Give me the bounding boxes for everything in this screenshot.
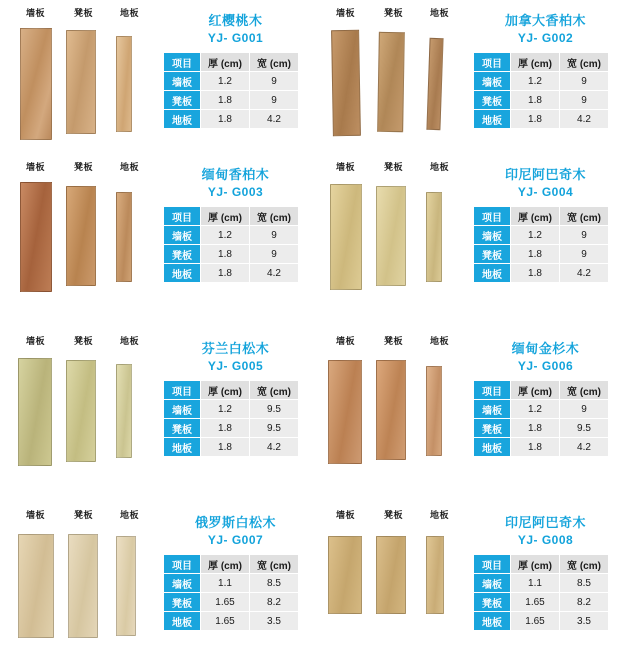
row-width: 3.5 bbox=[250, 612, 299, 631]
row-thickness: 1.65 bbox=[201, 593, 250, 612]
spec-table bbox=[473, 380, 609, 457]
row-thickness: 1.8 bbox=[511, 245, 560, 264]
table-row bbox=[164, 438, 299, 457]
row-thickness: 1.65 bbox=[511, 593, 560, 612]
row-thickness: 1.8 bbox=[201, 438, 250, 457]
plank-label-floor: 地板 bbox=[430, 8, 450, 18]
plank-label-bench: 凳板 bbox=[74, 336, 94, 346]
plank-label-floor: 地板 bbox=[430, 162, 450, 172]
plank-photos bbox=[318, 24, 470, 144]
plank-labels bbox=[318, 508, 468, 524]
header-item: 项目 bbox=[164, 381, 201, 400]
row-width: 9.5 bbox=[250, 419, 299, 438]
row-label: 地板 bbox=[474, 264, 511, 283]
plank-image-wall bbox=[18, 534, 54, 638]
table-row bbox=[474, 264, 609, 283]
plank-image-floor bbox=[116, 536, 136, 636]
table-header-row bbox=[474, 381, 609, 400]
product-card bbox=[318, 508, 618, 658]
row-width: 4.2 bbox=[250, 110, 299, 129]
table-row bbox=[164, 110, 299, 129]
product-card bbox=[318, 334, 618, 484]
header-width: 宽 (cm) bbox=[560, 53, 609, 72]
table-row bbox=[164, 245, 299, 264]
plank-image-wall bbox=[331, 30, 361, 136]
plank-image-floor bbox=[426, 38, 443, 130]
table-row bbox=[164, 91, 299, 110]
header-width: 宽 (cm) bbox=[560, 555, 609, 574]
plank-label-floor: 地板 bbox=[430, 336, 450, 346]
table-row bbox=[474, 419, 609, 438]
product-card bbox=[318, 6, 618, 156]
row-width: 9 bbox=[250, 72, 299, 91]
plank-image-wall bbox=[18, 358, 52, 466]
plank-label-wall: 墙板 bbox=[26, 336, 46, 346]
plank-labels bbox=[8, 160, 158, 176]
table-row bbox=[474, 110, 609, 129]
plank-label-bench: 凳板 bbox=[74, 510, 94, 520]
row-label: 墙板 bbox=[474, 72, 511, 91]
plank-label-wall: 墙板 bbox=[26, 8, 46, 18]
row-width: 9 bbox=[560, 400, 609, 419]
row-label: 墙板 bbox=[474, 400, 511, 419]
row-width: 9 bbox=[250, 245, 299, 264]
header-thickness: 厚 (cm) bbox=[201, 207, 250, 226]
table-row bbox=[474, 593, 609, 612]
table-row bbox=[164, 612, 299, 631]
product-name: 缅甸金杉木 bbox=[511, 341, 580, 356]
row-thickness: 1.65 bbox=[201, 612, 250, 631]
row-width: 9 bbox=[250, 91, 299, 110]
spec-table bbox=[163, 206, 299, 283]
row-width: 8.2 bbox=[560, 593, 609, 612]
row-label: 凳板 bbox=[164, 91, 201, 110]
row-thickness: 1.65 bbox=[511, 612, 560, 631]
row-thickness: 1.2 bbox=[511, 72, 560, 91]
table-header-row bbox=[474, 53, 609, 72]
row-width: 8.5 bbox=[560, 574, 609, 593]
row-thickness: 1.2 bbox=[511, 400, 560, 419]
table-header-row bbox=[474, 207, 609, 226]
row-width: 9 bbox=[560, 91, 609, 110]
row-label: 凳板 bbox=[164, 419, 201, 438]
row-width: 9.5 bbox=[250, 400, 299, 419]
plank-image-floor bbox=[116, 192, 132, 282]
spec-table bbox=[163, 380, 299, 457]
plank-photos bbox=[8, 526, 160, 646]
plank-photos bbox=[8, 352, 160, 472]
plank-image-bench bbox=[66, 30, 96, 134]
header-item: 项目 bbox=[474, 207, 511, 226]
product-title bbox=[163, 166, 308, 201]
product-code: YJ- G004 bbox=[517, 185, 574, 199]
plank-photos bbox=[8, 24, 160, 144]
spec-table bbox=[163, 52, 299, 129]
plank-image-bench bbox=[66, 360, 96, 462]
plank-image-bench bbox=[376, 360, 406, 460]
plank-label-wall: 墙板 bbox=[336, 510, 356, 520]
row-label: 地板 bbox=[474, 438, 511, 457]
product-title bbox=[163, 12, 308, 47]
row-width: 3.5 bbox=[560, 612, 609, 631]
table-row bbox=[474, 612, 609, 631]
product-card bbox=[318, 160, 618, 310]
table-row bbox=[164, 593, 299, 612]
plank-image-floor bbox=[426, 192, 442, 282]
plank-label-bench: 凳板 bbox=[384, 510, 404, 520]
spec-table bbox=[163, 554, 299, 631]
plank-label-bench: 凳板 bbox=[384, 8, 404, 18]
header-item: 项目 bbox=[474, 53, 511, 72]
plank-image-bench bbox=[376, 186, 406, 286]
product-card bbox=[8, 6, 308, 156]
header-item: 项目 bbox=[164, 555, 201, 574]
row-label: 墙板 bbox=[164, 226, 201, 245]
table-header-row bbox=[164, 381, 299, 400]
header-item: 项目 bbox=[164, 207, 201, 226]
row-thickness: 1.2 bbox=[201, 226, 250, 245]
product-name: 红樱桃木 bbox=[208, 13, 263, 28]
table-row bbox=[474, 245, 609, 264]
row-label: 凳板 bbox=[474, 245, 511, 264]
header-thickness: 厚 (cm) bbox=[201, 555, 250, 574]
header-thickness: 厚 (cm) bbox=[511, 381, 560, 400]
product-card bbox=[8, 334, 308, 484]
header-item: 项目 bbox=[474, 555, 511, 574]
product-title bbox=[163, 340, 308, 375]
header-item: 项目 bbox=[474, 381, 511, 400]
product-title bbox=[163, 514, 308, 549]
header-thickness: 厚 (cm) bbox=[511, 53, 560, 72]
row-label: 地板 bbox=[474, 110, 511, 129]
header-item: 项目 bbox=[164, 53, 201, 72]
plank-label-floor: 地板 bbox=[120, 162, 140, 172]
row-label: 地板 bbox=[164, 264, 201, 283]
header-thickness: 厚 (cm) bbox=[511, 555, 560, 574]
header-thickness: 厚 (cm) bbox=[511, 207, 560, 226]
row-thickness: 1.8 bbox=[511, 438, 560, 457]
row-width: 4.2 bbox=[250, 438, 299, 457]
plank-image-floor bbox=[426, 536, 444, 614]
row-thickness: 1.2 bbox=[201, 72, 250, 91]
row-thickness: 1.8 bbox=[511, 91, 560, 110]
plank-labels bbox=[8, 334, 158, 350]
plank-label-floor: 地板 bbox=[120, 510, 140, 520]
table-header-row bbox=[164, 555, 299, 574]
plank-image-bench bbox=[376, 536, 406, 614]
row-label: 地板 bbox=[164, 110, 201, 129]
product-name: 俄罗斯白松木 bbox=[194, 515, 276, 530]
product-code: YJ- G005 bbox=[207, 359, 264, 373]
plank-image-wall bbox=[20, 28, 52, 140]
plank-label-wall: 墙板 bbox=[26, 510, 46, 520]
plank-labels bbox=[318, 334, 468, 350]
row-width: 9 bbox=[250, 226, 299, 245]
product-card bbox=[8, 508, 308, 658]
row-thickness: 1.2 bbox=[511, 226, 560, 245]
row-thickness: 1.2 bbox=[201, 400, 250, 419]
row-width: 4.2 bbox=[560, 110, 609, 129]
table-header-row bbox=[164, 207, 299, 226]
row-width: 9 bbox=[560, 245, 609, 264]
row-thickness: 1.8 bbox=[511, 264, 560, 283]
product-code: YJ- G008 bbox=[517, 533, 574, 547]
row-thickness: 1.8 bbox=[201, 91, 250, 110]
spec-table bbox=[473, 206, 609, 283]
product-name: 芬兰白松木 bbox=[201, 341, 270, 356]
plank-labels bbox=[8, 6, 158, 22]
row-thickness: 1.8 bbox=[201, 110, 250, 129]
header-width: 宽 (cm) bbox=[250, 381, 299, 400]
product-name: 印尼阿巴奇木 bbox=[504, 167, 586, 182]
row-label: 凳板 bbox=[164, 245, 201, 264]
table-row bbox=[474, 400, 609, 419]
product-title bbox=[473, 166, 618, 201]
product-title bbox=[473, 514, 618, 549]
row-width: 9.5 bbox=[560, 419, 609, 438]
row-width: 8.2 bbox=[250, 593, 299, 612]
table-row bbox=[474, 574, 609, 593]
row-label: 墙板 bbox=[474, 226, 511, 245]
row-thickness: 1.8 bbox=[201, 245, 250, 264]
row-label: 凳板 bbox=[164, 593, 201, 612]
product-name: 缅甸香柏木 bbox=[201, 167, 270, 182]
plank-label-bench: 凳板 bbox=[74, 8, 94, 18]
row-label: 地板 bbox=[164, 612, 201, 631]
header-thickness: 厚 (cm) bbox=[201, 381, 250, 400]
plank-image-floor bbox=[116, 364, 132, 458]
row-width: 9 bbox=[560, 72, 609, 91]
plank-labels bbox=[318, 160, 468, 176]
product-code: YJ- G006 bbox=[517, 359, 574, 373]
table-header-row bbox=[474, 555, 609, 574]
row-thickness: 1.8 bbox=[201, 419, 250, 438]
plank-label-floor: 地板 bbox=[430, 510, 450, 520]
plank-label-floor: 地板 bbox=[120, 336, 140, 346]
table-row bbox=[164, 574, 299, 593]
product-code: YJ- G007 bbox=[207, 533, 264, 547]
row-thickness: 1.8 bbox=[511, 110, 560, 129]
product-name: 印尼阿巴奇木 bbox=[504, 515, 586, 530]
plank-label-bench: 凳板 bbox=[384, 162, 404, 172]
table-row bbox=[474, 438, 609, 457]
row-label: 墙板 bbox=[164, 574, 201, 593]
plank-image-wall bbox=[328, 536, 362, 614]
plank-label-wall: 墙板 bbox=[336, 336, 356, 346]
spec-table bbox=[473, 52, 609, 129]
plank-label-bench: 凳板 bbox=[384, 336, 404, 346]
plank-image-bench bbox=[66, 186, 96, 286]
plank-image-wall bbox=[20, 182, 52, 292]
plank-image-wall bbox=[330, 184, 362, 290]
plank-label-wall: 墙板 bbox=[336, 162, 356, 172]
product-name: 加拿大香柏木 bbox=[504, 13, 586, 28]
product-title bbox=[473, 340, 618, 375]
table-row bbox=[164, 264, 299, 283]
row-label: 墙板 bbox=[164, 400, 201, 419]
plank-labels bbox=[8, 508, 158, 524]
plank-image-bench bbox=[68, 534, 98, 638]
product-code: YJ- G001 bbox=[207, 31, 264, 45]
product-title bbox=[473, 12, 618, 47]
row-label: 墙板 bbox=[474, 574, 511, 593]
row-label: 墙板 bbox=[164, 72, 201, 91]
row-width: 8.5 bbox=[250, 574, 299, 593]
plank-image-floor bbox=[426, 366, 442, 456]
table-header-row bbox=[164, 53, 299, 72]
row-label: 凳板 bbox=[474, 91, 511, 110]
row-label: 地板 bbox=[474, 612, 511, 631]
plank-label-wall: 墙板 bbox=[26, 162, 46, 172]
product-code: YJ- G003 bbox=[207, 185, 264, 199]
row-width: 4.2 bbox=[250, 264, 299, 283]
table-row bbox=[474, 226, 609, 245]
product-card bbox=[8, 160, 308, 310]
plank-photos bbox=[318, 352, 470, 472]
plank-label-wall: 墙板 bbox=[336, 8, 356, 18]
plank-image-floor bbox=[116, 36, 132, 132]
row-label: 凳板 bbox=[474, 419, 511, 438]
plank-photos bbox=[8, 178, 160, 298]
table-row bbox=[474, 91, 609, 110]
spec-table bbox=[473, 554, 609, 631]
header-width: 宽 (cm) bbox=[250, 555, 299, 574]
header-width: 宽 (cm) bbox=[250, 207, 299, 226]
plank-label-floor: 地板 bbox=[120, 8, 140, 18]
table-row bbox=[164, 400, 299, 419]
header-width: 宽 (cm) bbox=[560, 207, 609, 226]
header-thickness: 厚 (cm) bbox=[201, 53, 250, 72]
table-row bbox=[474, 72, 609, 91]
row-width: 9 bbox=[560, 226, 609, 245]
table-row bbox=[164, 419, 299, 438]
header-width: 宽 (cm) bbox=[560, 381, 609, 400]
row-thickness: 1.1 bbox=[201, 574, 250, 593]
table-row bbox=[164, 226, 299, 245]
plank-image-wall bbox=[328, 360, 362, 464]
row-label: 凳板 bbox=[474, 593, 511, 612]
table-row bbox=[164, 72, 299, 91]
plank-label-bench: 凳板 bbox=[74, 162, 94, 172]
row-thickness: 1.1 bbox=[511, 574, 560, 593]
row-label: 地板 bbox=[164, 438, 201, 457]
row-width: 4.2 bbox=[560, 264, 609, 283]
plank-labels bbox=[318, 6, 468, 22]
row-thickness: 1.8 bbox=[201, 264, 250, 283]
row-width: 4.2 bbox=[560, 438, 609, 457]
product-code: YJ- G002 bbox=[517, 31, 574, 45]
plank-photos bbox=[318, 178, 470, 298]
plank-photos bbox=[318, 526, 470, 646]
plank-image-bench bbox=[377, 32, 405, 132]
header-width: 宽 (cm) bbox=[250, 53, 299, 72]
row-thickness: 1.8 bbox=[511, 419, 560, 438]
